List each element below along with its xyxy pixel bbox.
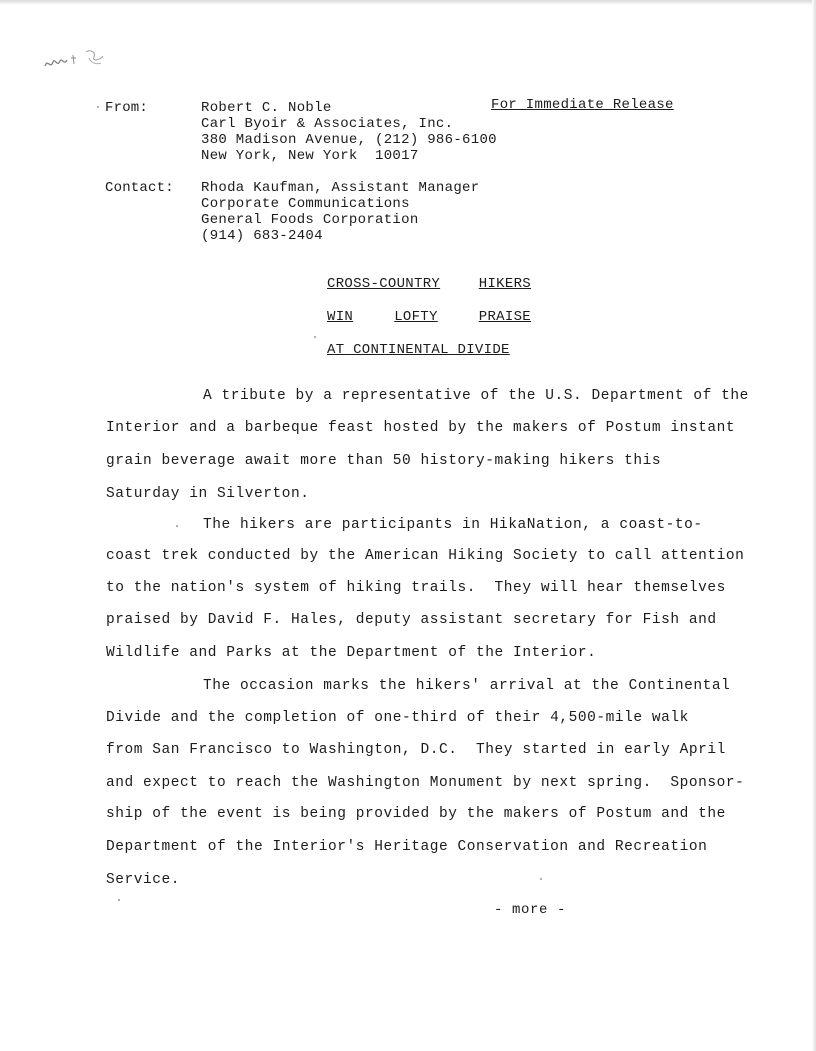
body-line: and expect to reach the Washington Monument by next spring. Sponsor-: [106, 775, 745, 791]
from-line-name: Robert C. Noble: [201, 100, 332, 116]
contact-label: Contact:: [105, 180, 174, 196]
headline-line-3: [327, 342, 531, 358]
body-line: Divide and the completion of one-third of their 4,500-mile walk: [106, 710, 689, 726]
body-line: ship of the event is being provided by the makers of Postum and the: [106, 806, 726, 822]
handwritten-mark: [42, 46, 112, 76]
body-line: The occasion marks the hikers' arrival at the Continental: [203, 678, 731, 694]
contact-line-dept: Corporate Communications: [201, 196, 410, 212]
body-line: to the nation's system of hiking trails. They will hear themselves: [106, 580, 726, 596]
headline-word: PRAISE: [478, 309, 531, 325]
headline-word: HIKERS: [478, 276, 531, 292]
headline-line-1: [327, 276, 531, 292]
scan-speck: [176, 525, 178, 527]
body-line: Saturday in Silverton.: [106, 486, 310, 502]
from-label: From:: [105, 100, 149, 116]
contact-line-company: General Foods Corporation: [201, 212, 419, 228]
body-line: The hikers are participants in HikaNation, a coast-to-: [203, 517, 703, 533]
scan-speck: [314, 336, 316, 338]
body-line: praised by David F. Hales, deputy assistant secretary for Fish and: [106, 612, 717, 628]
from-block: [201, 100, 497, 164]
body-line: A tribute by a representative of the U.S. Department of the: [203, 388, 749, 404]
body-line: coast trek conducted by the American Hiking Society to call attention: [106, 548, 745, 564]
contact-line-name: Rhoda Kaufman, Assistant Manager: [201, 180, 480, 196]
release-note: For Immediate Release: [491, 97, 674, 113]
scan-edge-right: [812, 0, 816, 1051]
headline-word: CROSS-COUNTRY: [327, 276, 441, 292]
contact-block: [201, 180, 479, 244]
scan-speck: [540, 878, 542, 880]
scan-speck: [118, 899, 120, 901]
body-line: Department of the Interior's Heritage Conservation and Recreation: [106, 839, 708, 855]
from-line-agency: Carl Byoir & Associates, Inc.: [201, 116, 454, 132]
headline-word: LOFTY: [394, 309, 438, 325]
headline-word: AT CONTINENTAL DIVIDE: [327, 342, 510, 358]
contact-line-phone: (914) 683-2404: [201, 228, 323, 244]
scan-edge-top: [0, 0, 816, 5]
headline-line-2: [327, 309, 531, 325]
scan-speck: [97, 106, 99, 108]
body-line: grain beverage await more than 50 history-making hikers this: [106, 453, 662, 469]
from-line-address: 380 Madison Avenue, (212) 986-6100: [201, 132, 497, 148]
body-line: Interior and a barbeque feast hosted by the makers of Postum instant: [106, 420, 736, 436]
more-indicator: - more -: [494, 902, 567, 918]
body-line: from San Francisco to Washington, D.C. They started in early April: [106, 742, 726, 758]
from-line-city: New York, New York 10017: [201, 148, 419, 164]
body-line: Wildlife and Parks at the Department of the Interior.: [106, 645, 597, 661]
body-line: Service.: [106, 872, 181, 888]
headline-word: WIN: [327, 309, 354, 325]
